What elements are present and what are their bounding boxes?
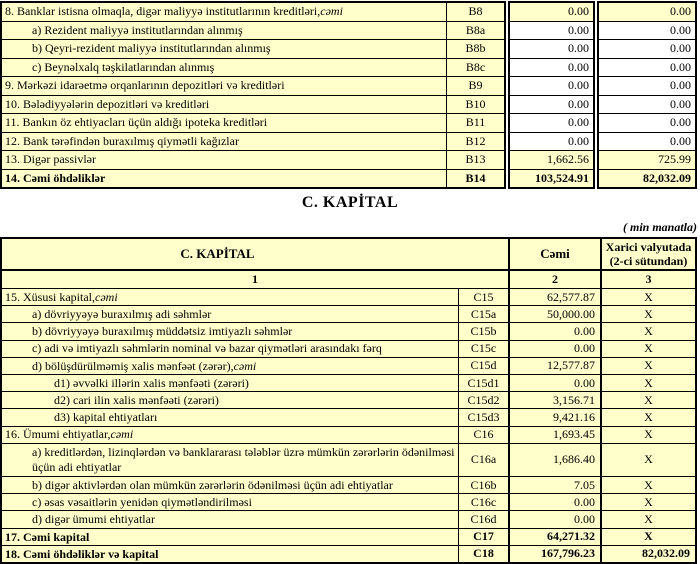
row-code: C15c — [458, 341, 508, 357]
unit-note: ( min manatla) — [622, 220, 697, 234]
row-label — [2, 444, 458, 476]
row-code: B10 — [446, 96, 504, 114]
row-label-text: d2) cari ilin xalis mənfəəti (zərəri) — [54, 393, 219, 408]
table-row — [2, 288, 695, 305]
capital-section-title: C. KAPİTAL — [301, 194, 399, 211]
row-label — [2, 358, 458, 374]
row-total-value: 0.00 — [510, 95, 593, 114]
row-foreign-value: X — [600, 306, 695, 322]
row-code: C18 — [458, 546, 508, 562]
row-label-text: 18. Cəmi öhdəliklər və kapital — [5, 546, 159, 561]
row-code: C16b — [458, 477, 508, 493]
row-total-value: 0.00 — [510, 39, 593, 58]
row-code: C15d1 — [458, 375, 508, 391]
row-label — [2, 40, 446, 58]
column-number-1: 1 — [252, 272, 258, 286]
table-row — [2, 95, 504, 114]
row-label-text: 11. Bankın öz ehtiyacları üçün aldığı ipoteka kreditləri — [5, 115, 268, 130]
row-total-value: 9,421.16 — [508, 409, 600, 425]
header-foreign-line2: (2-ci sütundan) — [609, 254, 688, 268]
table-row — [2, 374, 695, 391]
row-total-value: 0.00 — [508, 323, 600, 339]
table-row — [2, 113, 504, 132]
row-foreign-value: 0.00 — [599, 113, 695, 132]
row-code: C15d3 — [458, 409, 508, 425]
row-label — [2, 133, 446, 151]
table-row — [2, 493, 695, 510]
row-total-value: 1,693.45 — [508, 427, 600, 443]
row-label-italic: cəmi — [320, 4, 343, 19]
row-total-value: 0.00 — [508, 511, 600, 527]
row-label — [2, 96, 446, 114]
row-code: B11 — [446, 114, 504, 132]
row-label — [2, 114, 446, 132]
row-label — [2, 511, 458, 527]
liabilities-foreign-column-box — [597, 1, 697, 189]
row-code: C16a — [458, 444, 508, 476]
row-foreign-value: 725.99 — [599, 150, 695, 169]
table-row — [2, 21, 504, 40]
row-total-value: 0.00 — [510, 21, 593, 40]
column-number-row — [2, 271, 695, 288]
row-total-value: 0.00 — [510, 113, 593, 132]
row-foreign-value: X — [600, 494, 695, 510]
table-row — [2, 340, 695, 357]
row-code: C15a — [458, 306, 508, 322]
table-row — [2, 408, 695, 425]
row-label-text: b) digər aktivlərdən olan mümkün zərərlərin ödənilməsi üçün adi ehtiyatlar — [32, 477, 393, 492]
table-row — [2, 426, 695, 443]
row-code: B8b — [446, 40, 504, 58]
row-code: B13 — [446, 151, 504, 169]
row-foreign-value: X — [600, 375, 695, 391]
table-row — [2, 528, 695, 545]
row-label — [2, 546, 458, 562]
table-row — [2, 443, 695, 476]
row-code: B8a — [446, 22, 504, 40]
table-row — [2, 357, 695, 374]
row-label-text: a) kreditlərdən, lizinqlərdən və banklararası tələblər üzrə mümkün zərərlərin ödənilməsi üçün adi ehtiyatlar — [32, 445, 455, 474]
row-total-value: 0.00 — [508, 375, 600, 391]
row-label-text: d3) kapital ehtiyatları — [54, 410, 158, 425]
row-foreign-value: X — [600, 289, 695, 305]
row-foreign-value: X — [600, 427, 695, 443]
row-label — [2, 341, 458, 357]
row-foreign-value: X — [600, 409, 695, 425]
row-total-value: 1,686.40 — [508, 444, 600, 476]
row-label-text: b) dövriyyəyə buraxılmış müddətsiz imtiyazlı səhmlər — [32, 324, 293, 339]
row-foreign-value: 0.00 — [599, 39, 695, 58]
table-row — [2, 58, 504, 77]
row-total-value: 62,577.87 — [508, 289, 600, 305]
row-code: B8 — [446, 3, 504, 21]
row-total-value: 12,577.87 — [508, 358, 600, 374]
row-label-text: 17. Cəmi kapital — [5, 529, 90, 544]
row-label — [2, 494, 458, 510]
row-total-value: 0.00 — [508, 341, 600, 357]
row-code: B9 — [446, 77, 504, 95]
row-foreign-value: X — [600, 529, 695, 545]
row-total-value: 103,524.91 — [510, 169, 593, 188]
row-total-value: 64,271.32 — [508, 529, 600, 545]
row-total-value: 0.00 — [510, 76, 593, 95]
row-total-value: 3,156.71 — [508, 392, 600, 408]
row-label-text: d) digər ümumi ehtiyatlar — [32, 512, 155, 527]
row-label — [2, 77, 446, 95]
row-total-value: 0.00 — [510, 58, 593, 77]
row-label — [2, 375, 458, 391]
header-foreign-column — [600, 239, 695, 269]
row-code: C16c — [458, 494, 508, 510]
row-foreign-value: X — [600, 323, 695, 339]
row-label — [2, 170, 446, 188]
row-code: C16 — [458, 427, 508, 443]
row-label-text: a) Rezident maliyyə institutlarından alınmış — [32, 22, 243, 37]
row-foreign-value: 0.00 — [599, 132, 695, 151]
row-foreign-value: X — [600, 341, 695, 357]
row-label-italic: cəmi — [233, 358, 257, 373]
row-label-text: c) adi və imtiyazlı səhmlərin nominal və bazar qiymətləri arasındakı fərq — [32, 341, 382, 356]
row-label — [2, 289, 458, 305]
row-code: C15d — [458, 358, 508, 374]
capital-table — [0, 237, 697, 564]
row-total-value: 0.00 — [510, 132, 593, 151]
row-label-text: 14. Cəmi öhdəliklər — [5, 170, 106, 185]
table-row — [2, 305, 695, 322]
row-label-text: 10. Bələdiyyələrin depozitləri və kreditləri — [5, 96, 210, 111]
table-row — [2, 132, 504, 151]
row-foreign-value: 0.00 — [599, 3, 695, 21]
row-code: C17 — [458, 529, 508, 545]
table-row — [2, 169, 504, 188]
liabilities-desc-box — [0, 1, 506, 189]
table-row — [2, 476, 695, 493]
row-foreign-value: X — [600, 392, 695, 408]
row-total-value: 50,000.00 — [508, 306, 600, 322]
row-foreign-value: 82,032.09 — [600, 546, 695, 562]
row-label-text: 12. Bank tərəfindən buraxılmış qiymətli kağızlar — [5, 133, 239, 148]
row-total-value: 0.00 — [508, 494, 600, 510]
header-name-column: C. KAPİTAL — [180, 246, 255, 261]
column-number-3: 3 — [600, 271, 695, 288]
row-label — [2, 427, 458, 443]
row-code: B8c — [446, 59, 504, 77]
row-code: C15 — [458, 289, 508, 305]
row-label-text: 15. Xüsusi kapital, — [5, 289, 95, 304]
column-number-2: 2 — [508, 271, 600, 288]
row-foreign-value: X — [600, 444, 695, 476]
row-code: C15d2 — [458, 392, 508, 408]
row-label — [2, 409, 458, 425]
row-label-text: 9. Mərkəzi idarəetmə orqanlarının depozitləri və kreditləri — [5, 78, 285, 93]
row-foreign-value: 0.00 — [599, 58, 695, 77]
row-code: B14 — [446, 170, 504, 188]
row-label-text: c) əsas vəsaitlərin yenidən qiymətləndirilməsi — [32, 495, 252, 510]
row-label — [2, 151, 446, 169]
table-row — [2, 39, 504, 58]
row-label — [2, 59, 446, 77]
row-label — [2, 323, 458, 339]
row-foreign-value: 82,032.09 — [599, 169, 695, 188]
row-foreign-value: 0.00 — [599, 21, 695, 40]
row-label-text: 13. Digər passivlər — [5, 152, 96, 167]
table-row — [2, 3, 504, 21]
row-label-text: 16. Ümumi ehtiyatlar, — [5, 427, 111, 442]
row-total-value: 1,662.56 — [510, 150, 593, 169]
table-row — [2, 322, 695, 339]
row-foreign-value: X — [600, 477, 695, 493]
row-label-italic: cəmi — [110, 427, 134, 442]
row-label — [2, 306, 458, 322]
row-foreign-value: X — [600, 358, 695, 374]
row-foreign-value: 0.00 — [599, 76, 695, 95]
header-foreign-line1: Xarici valyutada — [605, 239, 692, 254]
row-label — [2, 3, 446, 21]
row-label-text: b) Qeyri-rezident maliyyə institutlarından alınmış — [32, 41, 271, 56]
row-label — [2, 477, 458, 493]
row-code: B12 — [446, 133, 504, 151]
row-code: C16d — [458, 511, 508, 527]
row-code: C15b — [458, 323, 508, 339]
row-label-text: d) bölüşdürülməmiş xalis mənfəət (zərər), — [32, 358, 234, 373]
row-label-text: d1) əvvəlki illərin xalis mənfəəti (zərəri) — [54, 375, 249, 390]
row-label-text: c) Beynəlxalq təşkilatlarından alınmış — [32, 59, 215, 74]
row-total-value: 0.00 — [510, 3, 593, 21]
liabilities-total-column-box — [508, 1, 595, 189]
table-row — [2, 510, 695, 527]
row-foreign-value: 0.00 — [599, 95, 695, 114]
row-foreign-value: X — [600, 511, 695, 527]
row-label — [2, 529, 458, 545]
row-label-italic: cəmi — [95, 289, 118, 304]
row-label-text: a) dövriyyəyə buraxılmış adi səhmlər — [32, 307, 212, 322]
table-row — [2, 76, 504, 95]
row-label — [2, 392, 458, 408]
row-label-text: 8. Banklar istisna olmaqla, digər maliyyə institutlarının kreditləri, — [5, 4, 321, 19]
row-label — [2, 22, 446, 40]
table-row — [2, 150, 504, 169]
row-total-value: 167,796.23 — [508, 546, 600, 562]
capital-table-body — [2, 288, 695, 562]
table-row — [2, 545, 695, 562]
header-total-column: Cəmi — [508, 239, 600, 269]
row-total-value: 7.05 — [508, 477, 600, 493]
capital-table-header-row — [2, 239, 695, 271]
table-row — [2, 391, 695, 408]
